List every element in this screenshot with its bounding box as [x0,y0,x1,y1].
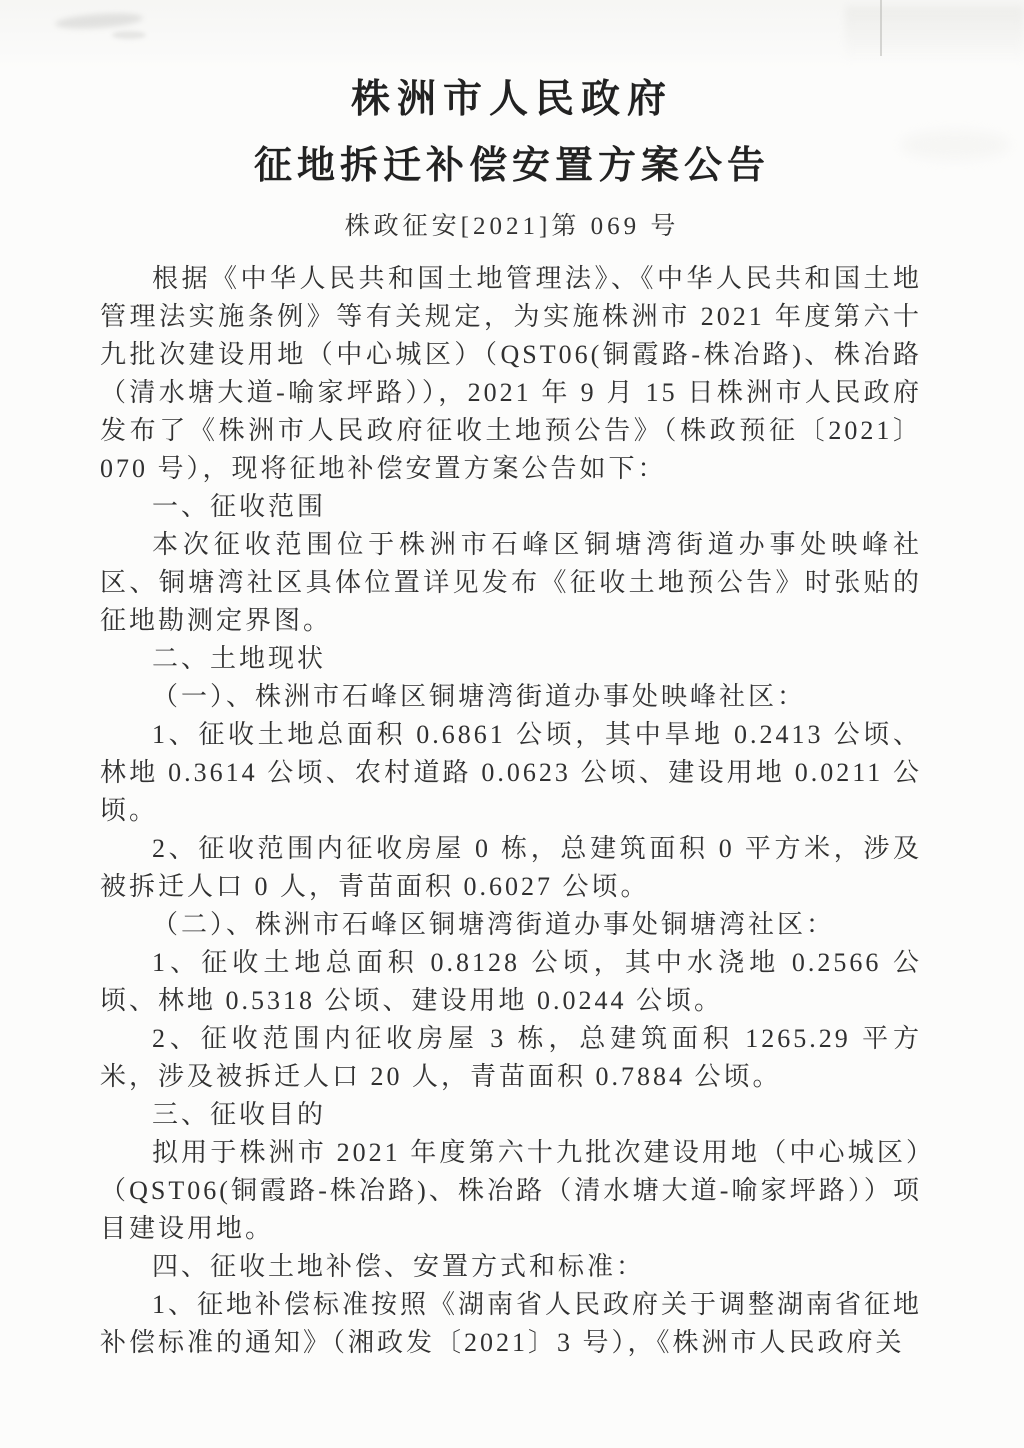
document-header [0,0,1024,190]
heading-section-2: 二、土地现状 [152,644,327,673]
paragraph-intro: 根据《中华人民共和国土地管理法》、《中华人民共和国土地管理法实施条例》等有关规定，为实施株洲市 2021 年度第六十九批次建设用地（中心城区）（QST06(铜霞路-株冶路)、株冶路（清水塘大道-喻家坪路）），2021 年 9 月 15 日株洲市人民政府发布了《株洲市人民政府征收土地预公告》（株政预征〔2021〕070 号），现将征地补偿安置方案公告如下： [100,264,922,483]
heading-section-4: 四、征收土地补偿、安置方式和标准： [152,1252,646,1281]
document-title: 征地拆迁补偿安置方案公告 [253,145,770,187]
document-body [100,260,922,1362]
paragraph-2-2-houses: 2、征收范围内征收房屋 3 栋，总建筑面积 1265.29 平方米，涉及被拆迁人口 20 人，青苗面积 0.7884 公顷。 [100,1024,922,1091]
paragraph-2-2-land-area: 1、征收土地总面积 0.8128 公顷，其中水浇地 0.2566 公顷、林地 0.5318 公顷、建设用地 0.0244 公顷。 [100,948,922,1015]
paragraph-2-1-houses: 2、征收范围内征收房屋 0 栋，总建筑面积 0 平方米，涉及被拆迁人口 0 人，青苗面积 0.6027 公顷。 [100,834,922,901]
heading-section-3: 三、征收目的 [152,1100,327,1129]
heading-section-1: 一、征收范围 [152,492,327,521]
paragraph-2-1-land-area: 1、征收土地总面积 0.6861 公顷，其中旱地 0.2413 公顷、林地 0.3614 公顷、农村道路 0.0623 公顷、建设用地 0.0211 公顷。 [100,720,922,825]
paragraph-section-3: 拟用于株洲市 2021 年度第六十九批次建设用地（中心城区）（QST06(铜霞路-株冶路)、株冶路（清水塘大道-喻家坪路））项目建设用地。 [100,1138,922,1243]
document-title-issuer: 株洲市人民政府 [350,78,673,121]
subheading-2-1: （一）、株洲市石峰区铜塘湾街道办事处映峰社区： [152,682,807,711]
subheading-2-2: （二）、株洲市石峰区铜塘湾街道办事处铜塘湾社区： [152,910,836,939]
document-number: 株政征安[2021]第 069 号 [344,213,680,240]
paragraph-section-1: 本次征收范围位于株洲市石峰区铜塘湾街道办事处映峰社区、铜塘湾社区具体位置详见发布《征收土地预公告》时张贴的征地勘测定界图。 [100,530,922,635]
paragraph-section-4-1: 1、征地补偿标准按照《湖南省人民政府关于调整湖南省征地补偿标准的通知》（湘政发〔2021〕3 号），《株洲市人民政府关 [100,1290,923,1357]
